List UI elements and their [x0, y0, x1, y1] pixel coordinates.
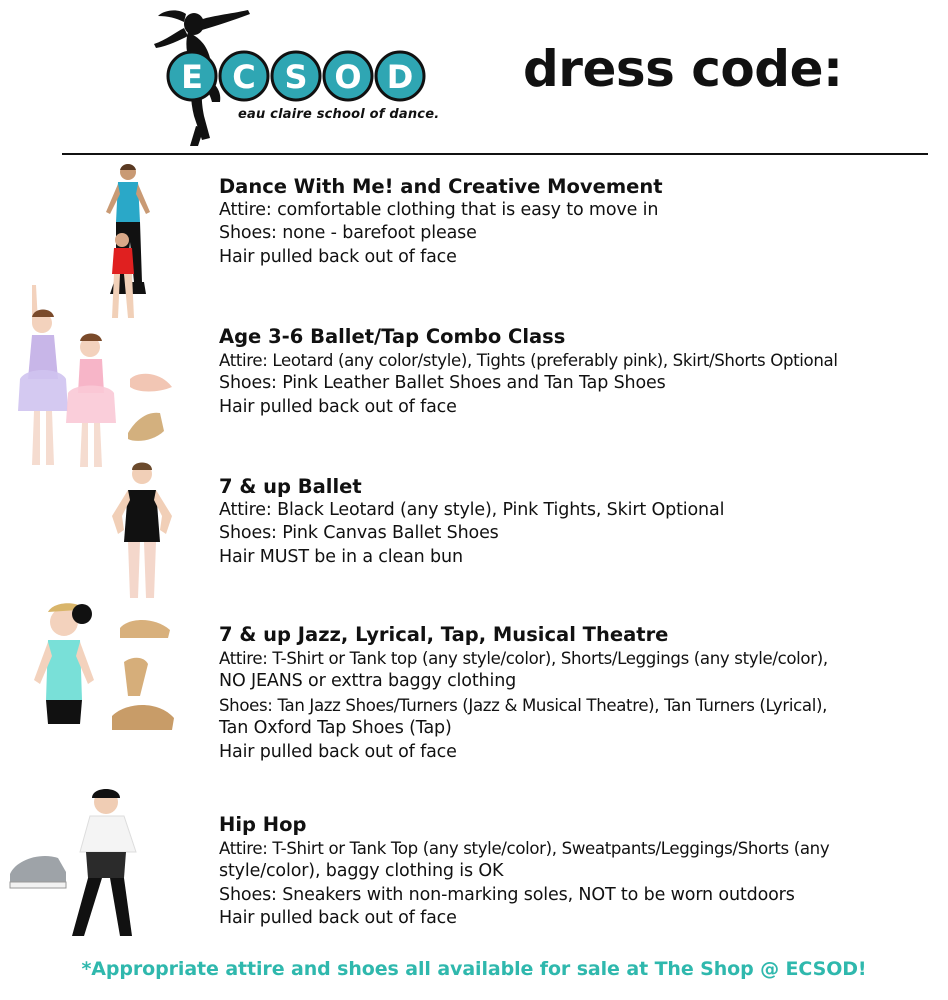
section-heading: Dance With Me! and Creative Movement: [219, 175, 663, 198]
section-7-up-ballet: [219, 474, 939, 569]
header-divider: [62, 153, 928, 155]
section-jazz-lyrical-tap: [219, 622, 939, 764]
section-line: Attire: Leotard (any color/style), Tights (preferably pink), Skirt/Shorts Optional: [219, 351, 838, 370]
section-line: style/color), baggy clothing is OK: [219, 861, 504, 882]
ecsod-logo: [150, 6, 450, 151]
girls-with-ballet-tap-shoes-image: [18, 283, 178, 473]
dancer-silhouette-logo-icon: [150, 6, 450, 151]
section-heading: 7 & up Ballet: [219, 475, 362, 498]
section-dance-with-me: [219, 174, 939, 269]
section-line: Attire: Black Leotard (any style), Pink Tights, Skirt Optional: [219, 500, 725, 520]
section-heading: Age 3-6 Ballet/Tap Combo Class: [219, 325, 566, 348]
page-title: dress code:: [523, 40, 843, 98]
footer-note: *Appropriate attire and shoes all available for sale at The Shop @ ECSOD!: [81, 958, 867, 980]
section-line: Hair pulled back out of face: [219, 246, 457, 267]
section-line: Shoes: Pink Leather Ballet Shoes and Tan Tap Shoes: [219, 373, 666, 394]
jazz-girl-with-shoes-image: [28, 600, 178, 748]
logo-letter: S: [284, 58, 308, 96]
section-line: Shoes: Pink Canvas Ballet Shoes: [219, 523, 499, 544]
section-line: Tan Oxford Tap Shoes (Tap): [219, 718, 452, 739]
logo-tagline: eau claire school of dance.: [238, 107, 440, 122]
section-line: Shoes: none - barefoot please: [219, 223, 477, 244]
section-line: Hair pulled back out of face: [219, 396, 457, 417]
section-line: Attire: T-Shirt or Tank top (any style/color), Shorts/Leggings (any style/color),: [219, 649, 828, 668]
logo-letter: D: [386, 58, 414, 96]
section-line: Hair MUST be in a clean bun: [219, 546, 463, 567]
section-line: Hair pulled back out of face: [219, 908, 457, 929]
section-hip-hop: [219, 812, 939, 931]
logo-letter: C: [232, 58, 256, 96]
section-line: Attire: comfortable clothing that is easy to move in: [219, 200, 659, 220]
girl-in-black-leotard-image: [98, 460, 188, 600]
section-line: Hair pulled back out of face: [219, 741, 457, 762]
section-line: NO JEANS or exttra baggy clothing: [219, 671, 517, 692]
section-heading: 7 & up Jazz, Lyrical, Tap, Musical Theatre: [219, 623, 669, 646]
hip-hop-dancer-with-sneaker-image: [6, 782, 156, 942]
logo-letter: E: [181, 58, 203, 96]
section-heading: Hip Hop: [219, 813, 307, 836]
logo-letter: O: [334, 58, 362, 96]
section-line: Attire: T-Shirt or Tank Top (any style/color), Sweatpants/Leggings/Shorts (any: [219, 839, 830, 858]
section-line: Shoes: Tan Jazz Shoes/Turners (Jazz & Musical Theatre), Tan Turners (Lyrical),: [219, 695, 828, 715]
section-ballet-tap-combo: [219, 324, 939, 419]
section-line: Shoes: Sneakers with non-marking soles, NOT to be worn outdoors: [219, 884, 795, 905]
